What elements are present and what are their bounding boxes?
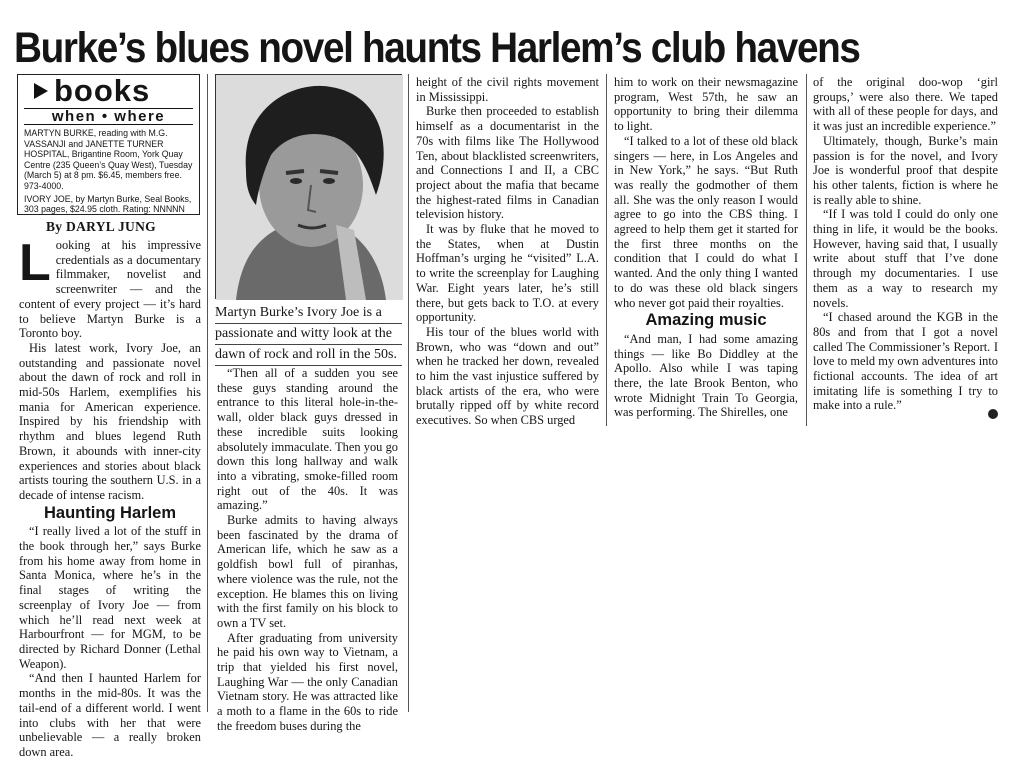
article-column-4 [614, 75, 798, 420]
paragraph: “And man, I had some amazing things — like Bo Diddley at the Apollo. Also while I was taping there, the late Brook Benton, who wrote Midnight Train To Georgia, was performing. The Shirelles, one [614, 331, 798, 420]
headline: Burke’s blues novel haunts Harlem’s club havens [14, 24, 860, 72]
paragraph: His tour of the blues world with Brown, who was “down and out” when he tracked her down, revealed to him the vast injustice suffered by black artists of the era, who were brutally ripped off by white record executives. So when CBS urged [416, 324, 599, 428]
paragraph: him to work on their newsmagazine program, West 57th, he saw an opportunity to bring their dilemma to light. [614, 75, 798, 134]
paragraph: “Then all of a sudden you see these guys standing around the entrance to this literal hole-in-the-wall, older black guys dressed in these incredible suits looking absolutely immaculate. Then you go down this long hallway and walk into a vibrating, smoke-filled room right out of the 40s. It was amazing.” [217, 366, 398, 513]
paragraph: Burke then proceeded to establish himself as a documentarist in the 70s with films like The Hollywood Ten, about blacklisted screenwriters, and Connections I and II, a CBC project about the mafia that became the highest-rated films in Canadian television history. [416, 104, 599, 222]
paragraph: of the original doo-wop ‘girl groups,’ were also there. We taped with all of these people for days, and it was just an incredible experience.” [813, 75, 998, 134]
lead-text: ooking at his impressive credentials as a documentary filmmaker, novelist and screenwriter — and the content of every project — it’s hard to believe Martyn Burke is a Toronto boy. [19, 238, 201, 341]
book-listing: IVORY JOE, by Martyn Burke, Seal Books, 303 pages, $24.95 cloth. Rating: NNNNN [24, 193, 192, 215]
caption-text: Martyn Burke’s Ivory Joe is a passionate and witty look at the dawn of rock and roll in the 50s. [215, 305, 397, 362]
paragraph: Burke admits to having always been fascinated by the drama of American life, which he saw as a goldfish bowl full of piranhas, where violence was the rule, not the exception. He blames this on living with the first family on his block to own a TV set. [217, 513, 398, 630]
column-rule [806, 74, 807, 426]
books-listing-box [17, 74, 200, 215]
paragraph: “And then I haunted Harlem for months in the mid-80s. It was the tail-end of a different world. I went into clubs with her that were unbelievable — a really broken down area. [19, 671, 201, 759]
article-column-1 [19, 234, 201, 760]
caption-underline [215, 344, 402, 345]
column-rule [606, 74, 607, 426]
photo-caption [215, 302, 402, 365]
when-where-label: when • where [24, 108, 193, 125]
event-listing: MARTYN BURKE, reading with M.G. VASSANJI and JANETTE TURNER HOSPITAL, Brigantine Room, York Quay Centre (235 Queen’s Quay West), Tuesday (March 5) at 8 pm. $6.45, members free. 973-4000. [24, 128, 193, 191]
paragraph: height of the civil rights movement in Mississippi. [416, 75, 599, 104]
subhead-amazing-music: Amazing music [645, 311, 767, 330]
column-rule [408, 74, 409, 712]
paragraph: It was by fluke that he moved to the States, when at Dustin Hoffman’s urging he “visited” L.A. to write the screenplay for Laughing War. Eight years later, he’s still there, but gets back to T.O. at every opportunity. [416, 222, 599, 325]
article-column-5 [813, 75, 998, 413]
paragraph: “I chased around the KGB in the 80s and from that I got a novel called The Commissioner’s Report. I love to meld my own adventures into fictional accounts. The idea of art imitating life is something I try to make into a rule.” [813, 310, 998, 413]
paragraph: “I really lived a lot of the stuff in the book through her,” says Burke from his home away from home in Santa Monica, where he’s in the final stages of writing the screenplay of Ivory Joe — from which he’ll read next week at Harbourfront — for MGM, to be directed by Richard Donner (Lethal Weapon). [19, 524, 201, 671]
end-mark-icon [988, 409, 998, 419]
paragraph: “If I was told I could do only one thing in life, it would be the books. However, having said that, I usually write about stuff that I’ve done through my documentaries. I use them as a way to research my novels. [813, 207, 998, 310]
subhead-haunting-harlem: Haunting Harlem [43, 503, 177, 522]
paragraph: Ultimately, though, Burke’s main passion is for the novel, and Ivory Joe is wonderful proof that despite his other talents, fiction is where he is really able to shine. [813, 133, 998, 207]
article-column-2 [217, 366, 398, 734]
paragraph: His latest work, Ivory Joe, an outstanding and passionate novel about the dawn of rock and roll in mid-50s Harlem, exemplifies his mania for American experience. Inspired by his friendship with rhythm and blues legend Ruth Brown, it abounds with inner-city experiences and stories about black artists touring the southern U.S. in a decade of intense racism. [19, 340, 201, 502]
dropcap: L [19, 234, 51, 292]
books-title-row [24, 73, 193, 108]
caption-underline [215, 323, 402, 324]
lead-paragraph [19, 234, 201, 341]
author-photo [215, 74, 402, 299]
paragraph: After graduating from university he paid his own way to Vietnam, a trip that yielded his first novel, Laughing War — the only Canadian Vietnam story. He was attracted like a moth to a flame in the 60s to ride the freedom buses during the [217, 630, 398, 733]
author-portrait-image [216, 75, 403, 300]
column-rule [207, 74, 208, 712]
article-column-3 [416, 75, 599, 428]
books-listings [24, 128, 193, 215]
books-title: books [54, 73, 151, 108]
byline: By DARYL JUNG [46, 219, 156, 234]
paragraph: “I talked to a lot of these old black singers — here, in Los Angeles and in New York,” he says. “But Ruth was really the godmother of them all. She was the only reason I would agree to go into the CBS thing. I agreed to help them get it started for the first three months on the condition that I could do what I wanted. And the only thing I wanted to do was these old black singers who never got paid their royalties. [614, 133, 798, 310]
triangle-arrow-icon [34, 83, 48, 99]
